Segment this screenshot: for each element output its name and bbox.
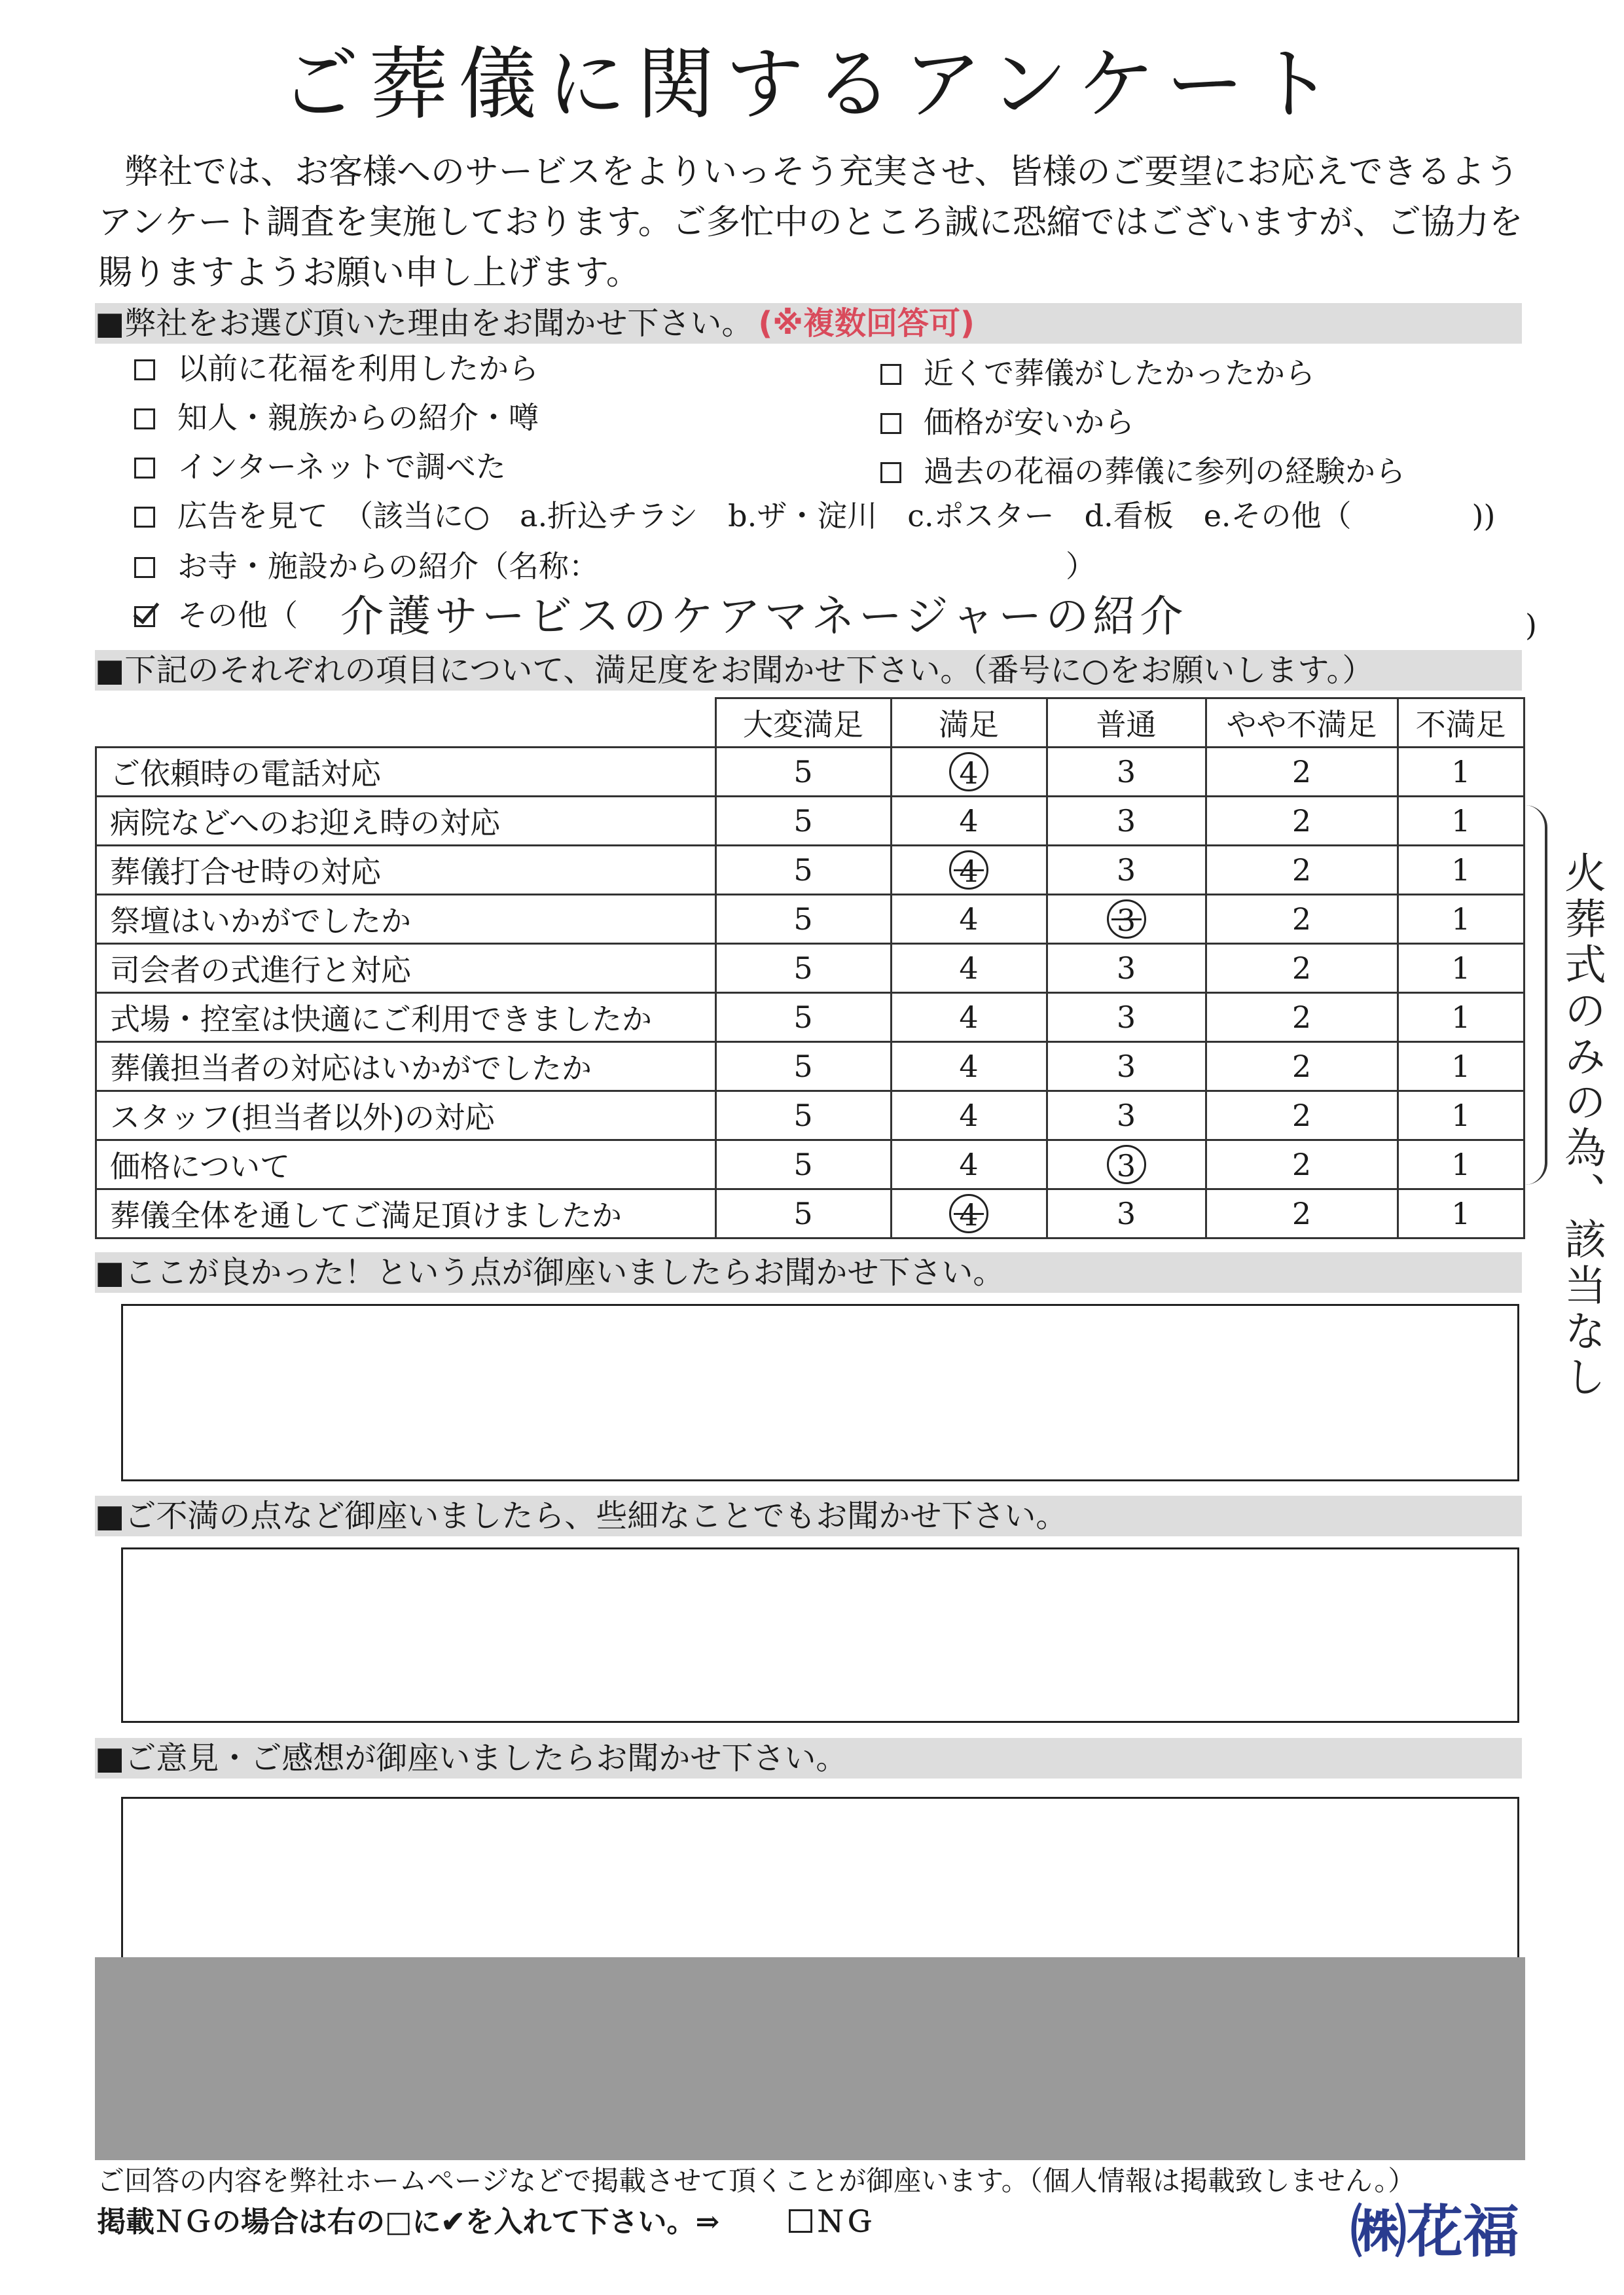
rating-value: 2 (1291, 852, 1312, 888)
rating-value: 5 (793, 1049, 813, 1084)
rating-cell[interactable] (1047, 748, 1206, 797)
row-label: 式場・控室は快適にご利用できましたか (96, 993, 716, 1042)
rating-value: 2 (1291, 1098, 1312, 1133)
rating-value: 3 (1116, 1049, 1136, 1084)
rating-value: 5 (793, 1000, 813, 1035)
option-label: 以前に花福を利用したから (177, 351, 539, 386)
rating-cell[interactable] (891, 944, 1047, 993)
rating-value: 2 (1291, 803, 1312, 839)
footer-ng-instruction (97, 2203, 874, 2242)
rating-cell[interactable] (1398, 797, 1525, 846)
complaints-answer-box[interactable] (121, 1547, 1519, 1723)
rating-cell[interactable] (715, 1091, 891, 1140)
rating-cell[interactable] (715, 1042, 891, 1091)
rating-cell[interactable] (1206, 797, 1398, 846)
rating-cell[interactable] (1047, 797, 1206, 846)
option-temple-facility[interactable] (134, 547, 1096, 586)
rating-cell[interactable] (1206, 1140, 1398, 1189)
row-label: 価格について (96, 1140, 716, 1189)
rating-cell[interactable] (891, 1091, 1047, 1140)
satisfaction-table (95, 697, 1525, 1239)
rating-value: 1 (1451, 1147, 1471, 1182)
checkbox[interactable] (134, 408, 155, 429)
column-header: 満足 (891, 698, 1047, 748)
table-row (96, 895, 1525, 944)
option-referral[interactable] (134, 398, 539, 437)
rating-value: 5 (793, 852, 813, 888)
checkbox[interactable] (134, 557, 155, 578)
rating-cell[interactable] (891, 1042, 1047, 1091)
rating-value: 4 (959, 1098, 979, 1133)
rating-value: 2 (1291, 1196, 1312, 1231)
rating-cell[interactable] (1398, 846, 1525, 895)
circled-rating: 4 (949, 1194, 988, 1233)
rating-value: 3 (1116, 1000, 1136, 1035)
rating-value: 5 (793, 1147, 813, 1182)
option-label: 知人・親族からの紹介・噂 (177, 400, 539, 435)
rating-value: 1 (1451, 901, 1471, 937)
rating-cell[interactable] (715, 797, 891, 846)
other-handwritten-answer: 介護サービスのケアマネージャーの紹介 (340, 591, 1187, 642)
company-logo: ㈱花福 (1350, 2199, 1519, 2265)
footer-ng-text: 掲載ＮＧの場合は右の□に✔を入れて下さい。⇒ (97, 2205, 720, 2239)
option-label: お寺・施設からの紹介（名称： ） (177, 549, 1096, 584)
rating-cell[interactable] (715, 1189, 891, 1238)
rating-value: 2 (1291, 901, 1312, 937)
column-header: 大変満足 (715, 698, 891, 748)
checkbox[interactable] (880, 364, 901, 385)
option-internet[interactable] (134, 447, 506, 486)
rating-cell[interactable] (1047, 895, 1206, 944)
rating-cell[interactable] (891, 748, 1047, 797)
rating-cell[interactable] (1398, 895, 1525, 944)
page-title: ご葬儀に関するアンケート (280, 39, 1344, 130)
table-header-row (96, 698, 1525, 748)
rating-value: 3 (1116, 950, 1136, 986)
option-advertisement[interactable] (134, 496, 1495, 535)
checkbox[interactable] (134, 507, 155, 528)
table-row (96, 944, 1525, 993)
rating-cell[interactable] (1047, 846, 1206, 895)
rating-cell[interactable] (715, 993, 891, 1042)
row-label: 病院などへのお迎え時の対応 (96, 797, 716, 846)
rating-cell[interactable] (715, 1140, 891, 1189)
margin-handwritten-note: 火葬式のみの為、該当なし (1557, 851, 1606, 1401)
section4-heading: ■ご不満の点など御座いましたら、些細なことでもお聞かせ下さい。 (95, 1496, 1522, 1536)
rating-value: 4 (959, 1000, 979, 1035)
rating-value: 2 (1291, 754, 1312, 789)
rating-value: 1 (1451, 1196, 1471, 1231)
intro-text: 弊社では、お客様へのサービスをよりいっそう充実させ、皆様のご要望にお応えできるようアンケート調査を実施しております。ご多忙中のところ誠に恐縮ではございますが、ご協力を賜りますようお願い申し上げます。 (98, 153, 1523, 293)
circled-rating: 3 (1107, 899, 1146, 939)
rating-cell[interactable] (1047, 1042, 1206, 1091)
row-label: 祭壇はいかがでしたか (96, 895, 716, 944)
header-blank (96, 698, 716, 748)
option-label: 広告を見て （該当に○ a.折込チラシ b.ザ・淀川 c.ポスター d.看板 e.その他（ )) (177, 498, 1496, 533)
option-label: 過去の花福の葬儀に参列の経験から (924, 454, 1405, 489)
table-row (96, 1189, 1525, 1238)
ng-checkbox[interactable] (789, 2209, 812, 2233)
rating-cell[interactable] (1047, 1091, 1206, 1140)
row-label: 葬儀打合せ時の対応 (96, 846, 716, 895)
table-row (96, 1042, 1525, 1091)
rating-cell[interactable] (1047, 993, 1206, 1042)
rating-value: 1 (1451, 1000, 1471, 1035)
rating-cell[interactable] (1206, 748, 1398, 797)
rating-value: 3 (1116, 852, 1136, 888)
rating-value: 5 (793, 754, 813, 789)
option-label: インターネットで調べた (177, 449, 506, 484)
rating-value: 3 (1116, 754, 1136, 789)
multiple-answer-note: (※複数回答可) (758, 305, 975, 342)
rating-value: 2 (1291, 1000, 1312, 1035)
other-close-paren: ) (1525, 607, 1537, 643)
circled-rating: 4 (949, 752, 988, 791)
rating-cell[interactable] (1047, 944, 1206, 993)
column-header: 不満足 (1398, 698, 1525, 748)
row-label: 葬儀全体を通してご満足頂けましたか (96, 1189, 716, 1238)
rating-value: 4 (959, 1049, 979, 1084)
redacted-area (95, 1957, 1525, 2160)
row-label: 葬儀担当者の対応はいかがでしたか (96, 1042, 716, 1091)
rating-value: 4 (959, 803, 979, 839)
rating-value: 1 (1451, 1098, 1471, 1133)
rating-cell[interactable] (1206, 1042, 1398, 1091)
column-header: 普通 (1047, 698, 1206, 748)
checkbox-checked[interactable] (134, 606, 155, 627)
rating-value: 2 (1291, 1147, 1312, 1182)
option-previous-use[interactable] (134, 349, 539, 388)
option-cheap[interactable] (880, 403, 1134, 442)
rating-cell[interactable] (1047, 1140, 1206, 1189)
rating-cell[interactable] (1398, 1140, 1525, 1189)
checkbox[interactable] (134, 458, 155, 479)
table-row (96, 1091, 1525, 1140)
rating-value: 2 (1291, 1049, 1312, 1084)
table-row (96, 1140, 1525, 1189)
rating-value: 1 (1451, 754, 1471, 789)
opinions-answer-box[interactable] (121, 1797, 1519, 1964)
rating-cell[interactable] (1398, 748, 1525, 797)
checkbox[interactable] (880, 413, 901, 434)
option-nearby[interactable] (880, 353, 1315, 393)
rating-cell[interactable] (1398, 1042, 1525, 1091)
rating-cell[interactable] (891, 1189, 1047, 1238)
good-points-answer-box[interactable] (121, 1304, 1519, 1481)
table-row (96, 993, 1525, 1042)
checkbox[interactable] (134, 359, 155, 380)
rating-cell[interactable] (891, 797, 1047, 846)
rating-cell[interactable] (891, 895, 1047, 944)
rating-value: 4 (959, 950, 979, 986)
rating-cell[interactable] (715, 895, 891, 944)
row-label: ご依頼時の電話対応 (96, 748, 716, 797)
rating-cell[interactable] (1398, 944, 1525, 993)
rating-cell[interactable] (891, 993, 1047, 1042)
footer-publication-note: ご回答の内容を弊社ホームページなどで掲載させて頂くことが御座います。（個人情報は掲載致しません。） (97, 2165, 1416, 2197)
rating-cell[interactable] (1206, 993, 1398, 1042)
rating-cell[interactable] (1206, 1189, 1398, 1238)
option-label: 価格が安いから (924, 405, 1134, 440)
section2-heading: ■下記のそれぞれの項目について、満足度をお聞かせ下さい。（番号に○をお願いします。） (95, 650, 1522, 691)
rating-value: 1 (1451, 1049, 1471, 1084)
rating-value: 3 (1116, 1196, 1136, 1231)
rating-value: 5 (793, 950, 813, 986)
rating-cell[interactable] (1206, 895, 1398, 944)
option-label: その他（ (177, 598, 298, 633)
rating-value: 5 (793, 901, 813, 937)
section3-heading: ■ここが良かった！という点が御座いましたらお聞かせ下さい。 (95, 1252, 1522, 1293)
rating-value: 3 (1116, 1098, 1136, 1133)
rating-value: 1 (1451, 803, 1471, 839)
rating-cell[interactable] (1398, 993, 1525, 1042)
checkbox[interactable] (880, 462, 901, 483)
rating-value: 5 (793, 803, 813, 839)
rating-cell[interactable] (1206, 1091, 1398, 1140)
option-past-attendance[interactable] (880, 452, 1405, 491)
rating-cell[interactable] (715, 846, 891, 895)
section1-heading (95, 303, 1522, 344)
row-label: 司会者の式進行と対応 (96, 944, 716, 993)
rating-cell[interactable] (891, 1140, 1047, 1189)
circled-rating: 4 (949, 850, 988, 890)
rating-cell[interactable] (1047, 1189, 1206, 1238)
table-row (96, 846, 1525, 895)
rating-cell[interactable] (1398, 1189, 1525, 1238)
section5-heading: ■ご意見・ご感想が御座いましたらお聞かせ下さい。 (95, 1738, 1522, 1779)
rating-value: 2 (1291, 950, 1312, 986)
rating-cell[interactable] (1206, 846, 1398, 895)
rating-value: 3 (1116, 803, 1136, 839)
rating-value: 1 (1451, 852, 1471, 888)
column-header: やや不満足 (1206, 698, 1398, 748)
rating-value: 4 (959, 901, 979, 937)
section1-heading-text: ■弊社をお選び頂いた理由をお聞かせ下さい。 (95, 305, 753, 342)
table-row (96, 748, 1525, 797)
row-label: スタッフ(担当者以外)の対応 (96, 1091, 716, 1140)
rating-value: 5 (793, 1098, 813, 1133)
margin-brace (1525, 805, 1547, 1185)
rating-cell[interactable] (891, 846, 1047, 895)
rating-value: 1 (1451, 950, 1471, 986)
rating-cell[interactable] (1206, 944, 1398, 993)
ng-option[interactable] (789, 2205, 874, 2239)
option-label: 近くで葬儀がしたかったから (924, 355, 1315, 391)
circled-rating: 3 (1107, 1145, 1146, 1184)
rating-value: 4 (959, 1147, 979, 1182)
rating-cell[interactable] (1398, 1091, 1525, 1140)
ng-label: ＮＧ (816, 2205, 874, 2239)
option-other[interactable] (134, 596, 298, 635)
table-row (96, 797, 1525, 846)
rating-cell[interactable] (715, 944, 891, 993)
rating-cell[interactable] (715, 748, 891, 797)
rating-value: 5 (793, 1196, 813, 1231)
